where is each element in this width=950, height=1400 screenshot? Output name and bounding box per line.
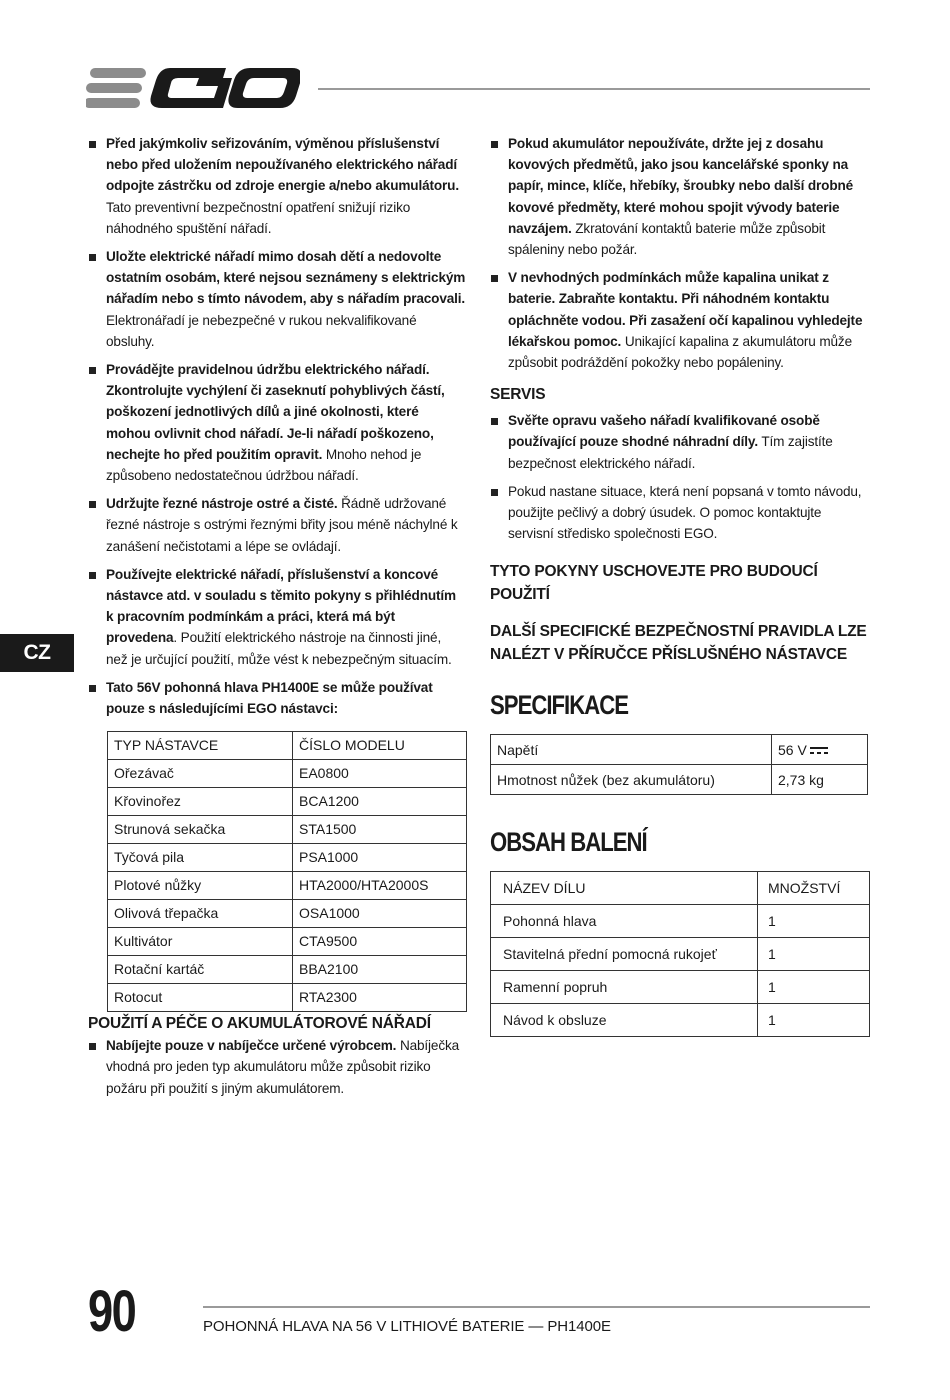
table-cell: Olivová třepačka (108, 900, 293, 928)
right-column (490, 133, 870, 1037)
bullet-item (88, 133, 466, 239)
table-cell: STA1500 (293, 816, 467, 844)
table-row (491, 735, 868, 765)
service-heading: SERVIS (490, 386, 546, 404)
dc-current-icon (810, 746, 828, 756)
table-header-row (108, 732, 467, 760)
table-cell: 1 (758, 1004, 870, 1037)
table-cell: Návod k obsluze (491, 1004, 758, 1037)
language-tab: CZ (0, 634, 74, 672)
table-cell: Strunová sekačka (108, 816, 293, 844)
bullet-bold-text: Před jakýmkoliv seřizováním, výměnou příslušenství nebo před uložením nepoužívaného elektrického nářadí odpojte zástrčku od zdroje energie a/nebo akumulátoru. (106, 136, 459, 194)
package-contents-table (490, 871, 870, 1037)
table-cell: Hmotnost nůžek (bez akumulátoru) (491, 765, 772, 795)
table-row (108, 900, 467, 928)
table-header-row (491, 872, 870, 905)
table-cell: Ramenní popruh (491, 971, 758, 1004)
bullet-bold-text: Používejte elektrické nářadí, příslušenství a koncové nástavce atd. v souladu s těmito pokyny s přihlédnutím k pracovním podmínkám a práci, která má být provedena (106, 566, 456, 646)
battery-care-heading: POUŽITÍ A PÉČE O AKUMULÁTOROVÉ NÁŘADÍ (88, 1015, 431, 1033)
table-cell: 1 (758, 938, 870, 971)
table-row (491, 765, 868, 795)
bullet-item (490, 410, 870, 474)
bullet-item (88, 677, 466, 719)
table-cell: Rotocut (108, 984, 293, 1012)
additional-rules-notice: DALŠÍ SPECIFICKÉ BEZPEČNOSTNÍ PRAVIDLA LZE NALÉZT V PŘÍRUČCE PŘÍSLUŠNÉHO NÁSTAVCE (490, 623, 867, 664)
table-cell: BCA1200 (293, 788, 467, 816)
table-row (108, 788, 467, 816)
table-cell: RTA2300 (293, 984, 467, 1012)
footer-title: POHONNÁ HLAVA NA 56 V LITHIOVÉ BATERIE — PH1400E (203, 1318, 611, 1335)
table-row (491, 971, 870, 1004)
table-cell: Napětí (491, 735, 772, 765)
bullet-bold-text: V nevhodných podmínkách může kapalina unikat z baterie. Zabraňte kontaktu. Při náhodném kontaktu opláchněte vodou. Při zasažení očí kapalinou vyhledejte lékařskou pomoc. (508, 270, 863, 349)
footer-rule (203, 1306, 870, 1308)
table-cell: EA0800 (293, 760, 467, 788)
table-cell: Plotové nůžky (108, 872, 293, 900)
bullet-item (88, 1035, 466, 1099)
table-cell: OSA1000 (293, 900, 467, 928)
table-row (108, 816, 467, 844)
left-column (88, 133, 466, 1106)
bullet-bold-text: Tato 56V pohonná hlava PH1400E se může používat pouze s následujícími EGO nástavci: (106, 679, 433, 717)
table-cell: CTA9500 (293, 928, 467, 956)
table-cell: HTA2000/HTA2000S (293, 872, 467, 900)
table-cell: Kultivátor (108, 928, 293, 956)
bullet-bold-text: Nabíjejte pouze v nabíječce určené výrobcem. (106, 1038, 397, 1054)
bullet-bold-text: Pokud akumulátor nepoužíváte, držte jej z dosahu kovových předmětů, jako jsou kancelářské sponky na papír, mince, klíče, hřebíky, šroubky nebo další drobné kovové předměty, které mohou spojit vývody baterie navzájem. (508, 136, 854, 236)
bullet-item (490, 267, 870, 373)
bullet-bold-text: Uložte elektrické nářadí mimo dosah dětí a nedovolte ostatním osobám, které nejsou seznámeny s elektrickým nářadím nebo s tímto návodem, aby s nářadím pracovali. (106, 249, 466, 307)
bullet-text: Tato preventivní bezpečnostní opatření snižují riziko náhodného spuštění nářadí. (106, 199, 411, 236)
package-contents-heading: OBSAH BALENÍ (490, 827, 647, 858)
service-list (490, 410, 870, 544)
table-header-cell: TYP NÁSTAVCE (108, 732, 293, 760)
bullet-item (88, 564, 466, 670)
bullet-item (88, 359, 466, 486)
attachments-table (107, 731, 467, 1012)
specifications-heading: SPECIFIKACE (490, 690, 629, 721)
table-row (491, 905, 870, 938)
bullet-item (490, 133, 870, 260)
table-cell: 2,73 kg (772, 765, 868, 795)
left-bullet-list (88, 133, 466, 719)
battery-care-list (88, 1035, 466, 1099)
table-cell: PSA1000 (293, 844, 467, 872)
specifications-table (490, 734, 868, 795)
bullet-text: Tím zajistíte bezpečnost elektrického nářadí. (508, 434, 833, 471)
ego-logo (86, 64, 300, 112)
table-cell: Křovinořez (108, 788, 293, 816)
bullet-text: . Použití elektrického nástroje na činnosti jiné, než je určující použití, může vést k nebezpečným situacím. (106, 630, 452, 667)
right-bullet-list (490, 133, 870, 373)
table-row (108, 844, 467, 872)
table-row (108, 956, 467, 984)
bullet-bold-text: Svěřte opravu vašeho nářadí kvalifikované osobě používající pouze shodné náhradní díly. (508, 413, 820, 450)
table-cell: Rotační kartáč (108, 956, 293, 984)
table-row (108, 760, 467, 788)
table-header-cell: MNOŽSTVÍ (758, 872, 870, 905)
bullet-bold-text: Provádějte pravidelnou údržbu elektrického nářadí. Zkontrolujte vychýlení či zaseknutí pohyblivých částí, poškození jednotlivých dílů a jiné okolnosti, které mohou ovlivnit chod nářadí. Je-li nářadí poškozeno, nechejte ho před použitím opravit. (106, 362, 445, 462)
table-row (491, 938, 870, 971)
table-cell: Ořezávač (108, 760, 293, 788)
bullet-text: Pokud nastane situace, která není popsaná v tomto návodu, použijte pečlivý a dobrý úsudek. O pomoc kontaktujte servisní středisko společnosti EGO. (508, 483, 862, 542)
voltage-value: 56 V (778, 741, 807, 758)
table-row (108, 928, 467, 956)
bullet-text: Nabíječka vhodná pro jeden typ akumulátoru může způsobit riziko požáru při použití s jiným akumulátorem. (106, 1038, 460, 1096)
keep-instructions-notice: TYTO POKYNY USCHOVEJTE PRO BUDOUCÍ POUŽITÍ (490, 563, 818, 604)
bullet-bold-text: Udržujte řezné nástroje ostré a čisté. (106, 496, 338, 512)
table-header-cell: NÁZEV DÍLU (491, 872, 758, 905)
page-number: 90 (88, 1279, 136, 1344)
bullet-item (490, 481, 870, 545)
bullet-text: Řádně udržované řezné nástroje s ostrými řeznými břity jsou méně náchylné k zanášení nečistotami a lépe se ovládají. (106, 496, 458, 554)
table-row (108, 984, 467, 1012)
bullet-text: Zkratování kontaktů baterie může způsobit spáleniny nebo požár. (508, 220, 826, 258)
bullet-text: Unikající kapalina z akumulátoru může způsobit podráždění pokožky nebo popáleniny. (508, 333, 852, 371)
table-cell: 1 (758, 905, 870, 938)
bullet-item (88, 493, 466, 557)
bullet-text: Mnoho nehod je způsobeno nedostatečnou údržbou nářadí. (106, 446, 422, 484)
table-cell: Tyčová pila (108, 844, 293, 872)
table-header-cell: ČÍSLO MODELU (293, 732, 467, 760)
table-cell: BBA2100 (293, 956, 467, 984)
header-rule (318, 88, 870, 90)
table-row (108, 872, 467, 900)
table-cell (772, 735, 868, 765)
bullet-item (88, 246, 466, 352)
table-cell: Stavitelná přední pomocná rukojeť (491, 938, 758, 971)
table-row (491, 1004, 870, 1037)
table-cell: 1 (758, 971, 870, 1004)
bullet-text: Elektronářadí je nebezpečné v rukou nekvalifikované obsluhy. (106, 312, 417, 349)
table-cell: Pohonná hlava (491, 905, 758, 938)
